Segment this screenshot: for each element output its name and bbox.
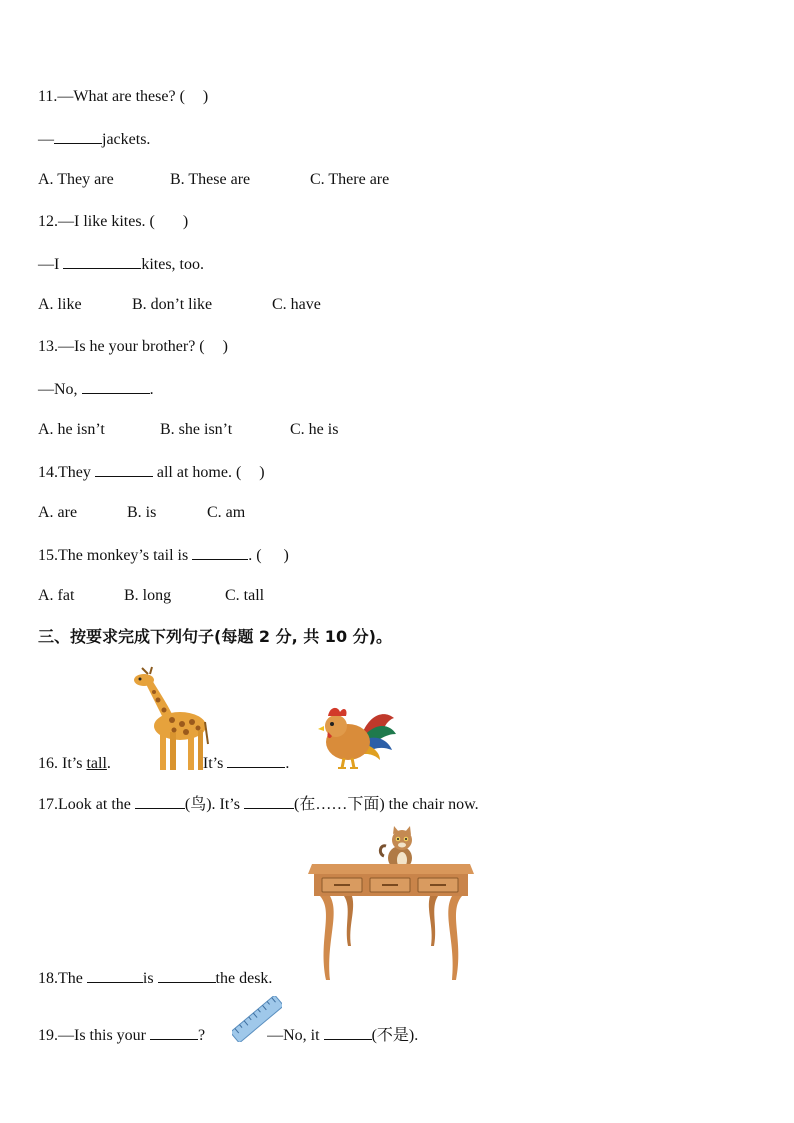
q18-text-a: The: [58, 970, 87, 987]
q15-paren: ): [283, 547, 289, 564]
q14-text-b: all at home. (: [152, 464, 242, 481]
q15-number: 15.: [38, 547, 58, 564]
q12-paren: ): [182, 213, 189, 230]
q15-option-a[interactable]: A. fat: [38, 587, 75, 604]
q15-options: [38, 586, 264, 606]
q17-hint-1: (鸟). It’s: [184, 796, 244, 813]
q19-text-c: —No, it: [267, 1027, 324, 1044]
q16-text-a: It’s: [62, 755, 87, 772]
q12-number: 12.: [38, 213, 58, 230]
q12-reply: [38, 254, 204, 275]
q11-stem: [38, 87, 208, 107]
q15-text-a: The monkey’s tail is: [58, 547, 193, 564]
q15-stem: [38, 545, 289, 566]
q12-stem: [38, 212, 188, 232]
q13-stem: [38, 337, 228, 357]
q15-answer-blank[interactable]: [192, 545, 248, 560]
q16-answer-blank[interactable]: [227, 753, 285, 768]
q14-option-a[interactable]: A. are: [38, 504, 78, 521]
q18-number: 18.: [38, 970, 58, 987]
q17-answer-blank-1[interactable]: [135, 794, 185, 809]
q19-text-a: —Is this your: [58, 1027, 150, 1044]
q18-text-c: the desk.: [215, 970, 273, 987]
q12-option-c[interactable]: C. have: [272, 296, 321, 313]
q12-question: —I like kites. (: [58, 213, 155, 230]
desk-icon: [308, 862, 474, 984]
q12-option-a[interactable]: A. like: [38, 296, 82, 313]
q15-text-b: . (: [248, 547, 262, 564]
q15-option-b[interactable]: B. long: [124, 587, 172, 604]
q11-number: 11.: [38, 88, 58, 105]
q16-line: [38, 753, 289, 774]
q16-number: 16.: [38, 755, 62, 772]
q11-reply-text: jackets.: [102, 131, 151, 148]
q11-paren: ): [202, 88, 209, 105]
q14-text-a: They: [58, 464, 95, 481]
q19-answer-blank-2[interactable]: [324, 1025, 372, 1040]
q11-question: —What are these? (: [57, 88, 185, 105]
q14-number: 14.: [38, 464, 58, 481]
q17-line: [38, 794, 479, 815]
q13-reply: [38, 379, 154, 400]
q13-answer-blank[interactable]: [82, 379, 150, 394]
q11-option-b[interactable]: B. These are: [170, 171, 251, 188]
q12-reply-text: kites, too.: [141, 256, 204, 273]
q12-options: [38, 295, 321, 315]
q13-reply-text: .: [149, 381, 154, 398]
q12-answer-blank[interactable]: [63, 254, 141, 269]
q13-reply-prefix: —No,: [38, 381, 82, 398]
q12-option-b[interactable]: B. don’t like: [132, 296, 213, 313]
q13-paren: ): [222, 338, 228, 355]
q17-number: 17.: [38, 796, 58, 813]
q11-options: [38, 170, 389, 190]
q16-text-b: .: [106, 755, 111, 772]
q17-hint-2: (在……下面) the chair now.: [293, 796, 479, 813]
q18-text-b: is: [142, 970, 158, 987]
q19-answer-blank-1[interactable]: [150, 1025, 198, 1040]
q18-answer-blank-1[interactable]: [87, 968, 143, 983]
q13-option-a[interactable]: A. he isn’t: [38, 421, 105, 438]
q19-line: [38, 1025, 418, 1046]
q11-answer-blank[interactable]: [54, 129, 102, 144]
q11-option-a[interactable]: A. They are: [38, 171, 114, 188]
q14-option-c[interactable]: C. am: [207, 504, 246, 521]
q14-stem: [38, 462, 265, 483]
q18-answer-blank-2[interactable]: [158, 968, 216, 983]
q13-number: 13.: [38, 338, 58, 355]
q12-reply-prefix: —I: [38, 256, 64, 273]
q15-option-c[interactable]: C. tall: [225, 587, 265, 604]
q16-text-c: It’s: [202, 755, 228, 772]
q14-answer-blank[interactable]: [95, 462, 153, 477]
q14-option-b[interactable]: B. is: [127, 504, 157, 521]
q14-paren: ): [259, 464, 265, 481]
rooster-icon: [318, 704, 398, 770]
q18-line: [38, 968, 272, 989]
q19-text-d: (不是).: [371, 1027, 419, 1044]
q17-answer-blank-2[interactable]: [244, 794, 294, 809]
q14-options: [38, 503, 245, 523]
q16-example-word: tall: [86, 755, 107, 772]
section-3-heading: 三、按要求完成下列句子(每题 2 分, 共 10 分)。: [38, 627, 392, 646]
q19-number: 19.: [38, 1027, 58, 1044]
q11-reply-dash: —: [38, 131, 54, 148]
q13-option-b[interactable]: B. she isn’t: [160, 421, 233, 438]
q13-question: —Is he your brother? (: [58, 338, 205, 355]
q11-reply: [38, 129, 150, 150]
q13-option-c[interactable]: C. he is: [290, 421, 339, 438]
q16-text-d: .: [285, 755, 290, 772]
q13-options: [38, 420, 338, 440]
q11-option-c[interactable]: C. There are: [310, 171, 390, 188]
q17-text-a: Look at the: [58, 796, 135, 813]
q19-text-b: ?: [198, 1027, 206, 1044]
